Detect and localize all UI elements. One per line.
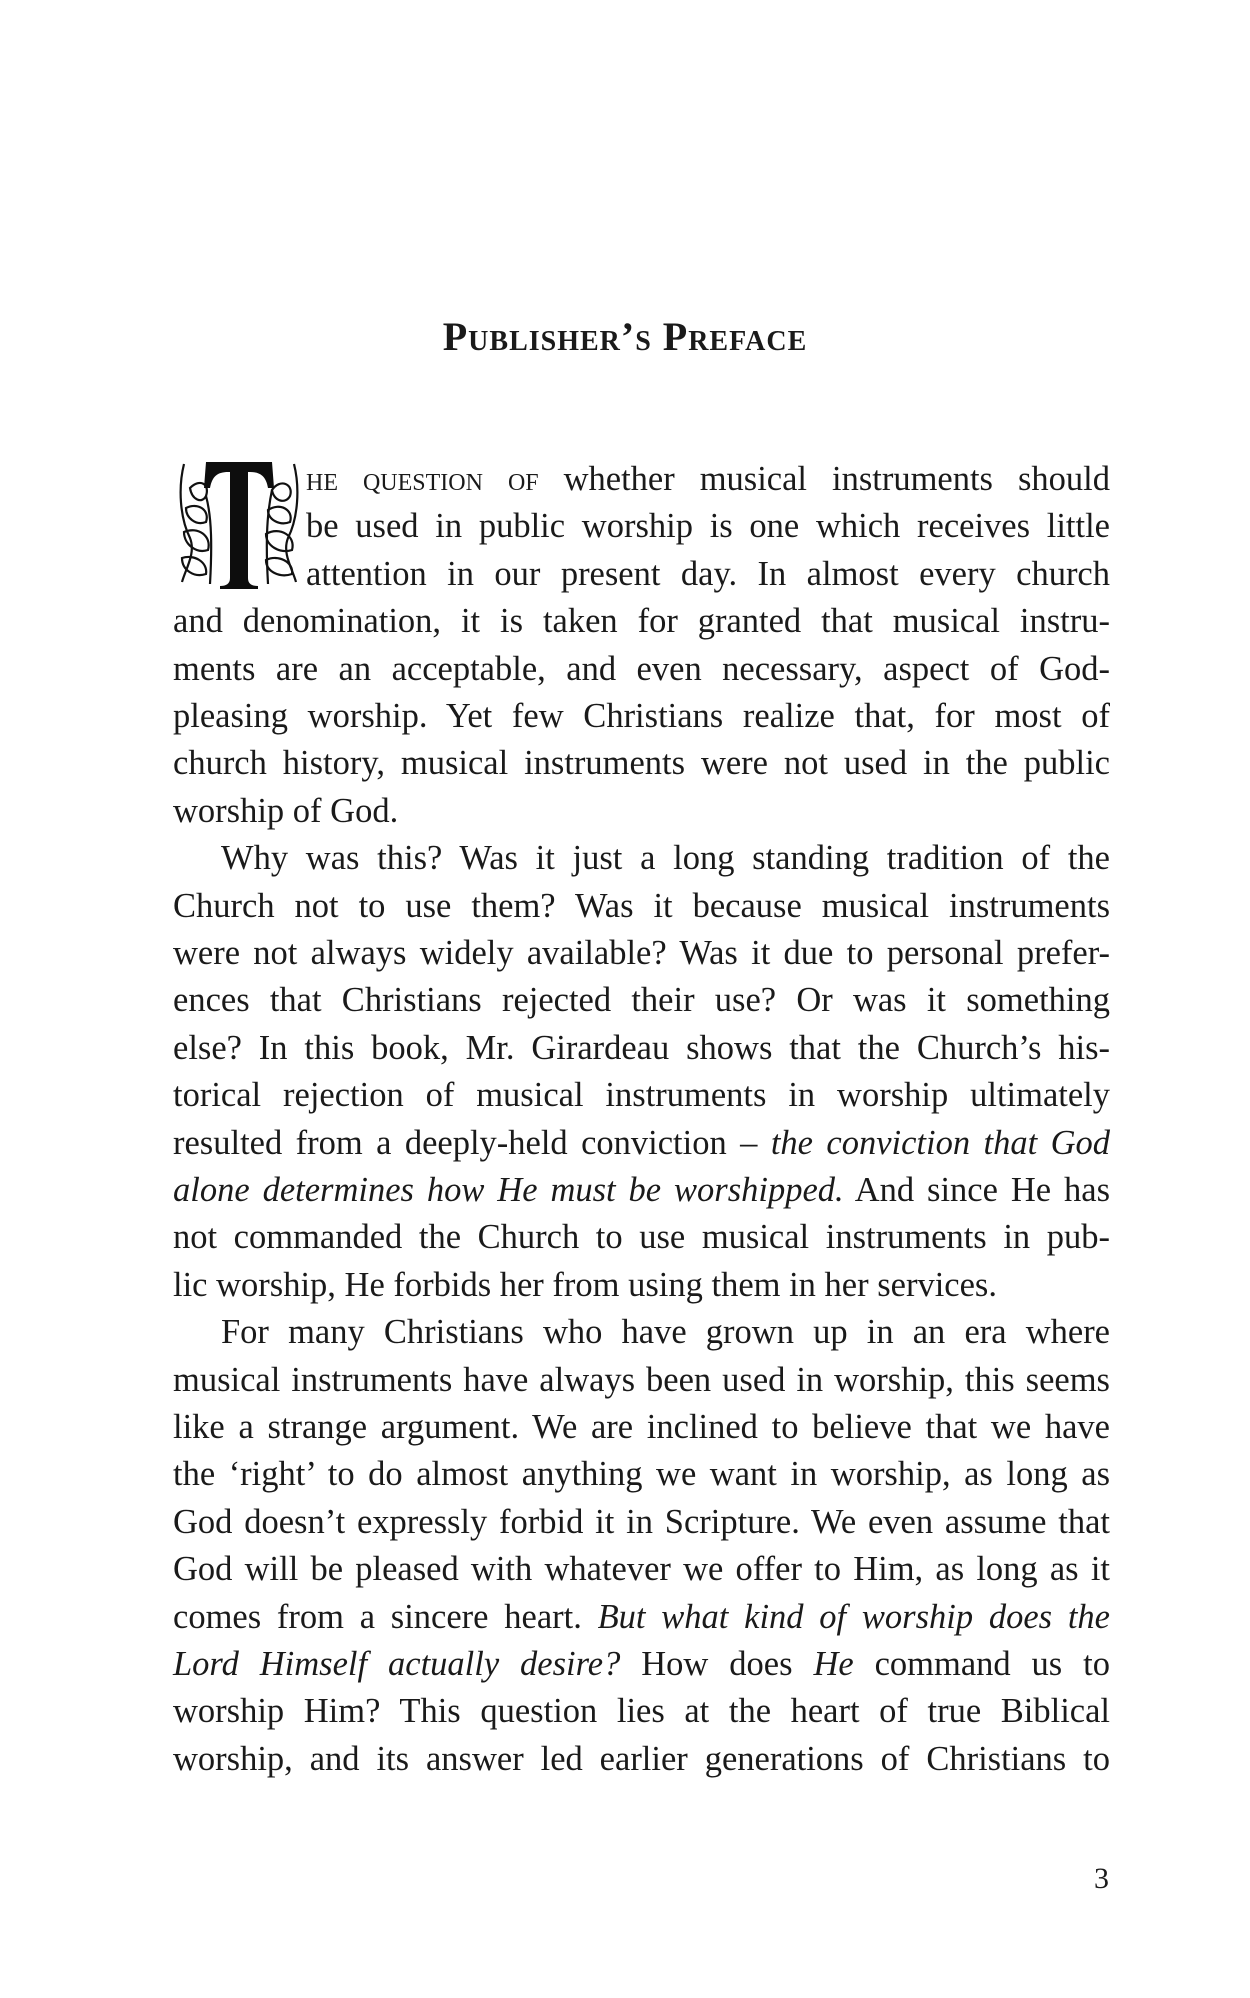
text-line bbox=[306, 456, 1110, 503]
text-segment: like a strange argument. We are inclined to believe that we have bbox=[173, 1408, 1110, 1446]
text-segment: command us to bbox=[853, 1645, 1110, 1683]
text-segment: and denomination, it is taken for granted that musical instru- bbox=[173, 602, 1110, 641]
text-segment: For many Christians who have grown up in an era where bbox=[221, 1313, 1110, 1352]
text-line bbox=[173, 883, 1110, 930]
page-title: Publisher’s Preface bbox=[442, 313, 808, 359]
text-line bbox=[173, 1025, 1110, 1072]
text-line bbox=[173, 1262, 1110, 1309]
text-line bbox=[221, 1309, 1110, 1356]
text-segment: musical instruments have always been used in worship, this seems bbox=[173, 1360, 1110, 1399]
text-line bbox=[173, 977, 1110, 1024]
text-segment: Church not to use them? Was it because musical instruments bbox=[173, 886, 1110, 925]
text-line bbox=[306, 551, 1110, 598]
text-segment: not commanded the Church to use musical instruments in pub- bbox=[173, 1218, 1110, 1257]
text-segment: were not always widely available? Was it due to personal prefer- bbox=[173, 934, 1110, 972]
italic-text: He bbox=[813, 1645, 854, 1683]
page-number: 3 bbox=[1094, 1862, 1109, 1895]
italic-text: the conviction that God bbox=[770, 1123, 1110, 1162]
text-line bbox=[173, 1736, 1110, 1783]
text-line bbox=[173, 788, 1110, 835]
text-segment: ments are an acceptable, and even necessary, aspect of God- bbox=[173, 649, 1110, 688]
text-line bbox=[173, 1594, 1110, 1641]
text-line bbox=[221, 835, 1110, 882]
text-line bbox=[173, 930, 1110, 977]
italic-text: Lord Himself actually desire? bbox=[173, 1645, 621, 1683]
text-segment: torical rejection of musical instruments in worship ultimately bbox=[173, 1076, 1110, 1115]
text-segment: And since He has bbox=[843, 1171, 1110, 1209]
text-segment: worship, and its answer led earlier generations of Christians to bbox=[173, 1739, 1110, 1778]
text-segment: worship of God. bbox=[173, 791, 399, 830]
text-segment: resulted from a deeply-held conviction – bbox=[173, 1123, 771, 1162]
text-line bbox=[173, 646, 1110, 693]
text-segment: the ‘right’ to do almost anything we want in worship, as long as bbox=[173, 1455, 1110, 1494]
text-segment: God doesn’t expressly forbid it in Scripture. We even assume that bbox=[173, 1502, 1110, 1541]
text-line bbox=[173, 1688, 1110, 1735]
text-segment: God will be pleased with whatever we offer to Him, as long as it bbox=[173, 1550, 1110, 1589]
text-segment: attention in our present day. In almost every church bbox=[306, 554, 1110, 593]
text-segment: pleasing worship. Yet few Christians realize that, for most of bbox=[173, 697, 1110, 735]
text-segment: worship Him? This question lies at the heart of true Biblical bbox=[173, 1692, 1110, 1731]
text-line bbox=[173, 1641, 1110, 1688]
text-line bbox=[306, 503, 1110, 550]
text-line bbox=[173, 1404, 1110, 1451]
text-line bbox=[173, 1167, 1110, 1214]
text-line bbox=[173, 1120, 1110, 1167]
text-line bbox=[173, 1214, 1110, 1261]
text-line bbox=[173, 693, 1110, 740]
text-line bbox=[173, 1357, 1110, 1404]
italic-text: alone determines how He must be worshipped. bbox=[173, 1171, 844, 1209]
text-line bbox=[173, 1546, 1110, 1593]
text-segment: whether musical instruments should bbox=[538, 460, 1110, 498]
text-segment: lic worship, He forbids her from using them in her services. bbox=[173, 1265, 997, 1304]
text-line bbox=[173, 598, 1110, 645]
text-segment: Why was this? Was it just a long standing tradition of the bbox=[221, 839, 1110, 878]
small-caps-text: he question of bbox=[306, 460, 539, 498]
text-line bbox=[173, 1451, 1110, 1498]
text-segment: church history, musical instruments were not used in the public bbox=[173, 744, 1110, 783]
italic-text: But what kind of worship does the bbox=[597, 1597, 1110, 1636]
text-line bbox=[173, 1499, 1110, 1546]
text-segment: comes from a sincere heart. bbox=[173, 1597, 598, 1636]
text-line bbox=[173, 740, 1110, 787]
text-line bbox=[173, 1072, 1110, 1119]
ornamental-drop-cap-icon bbox=[176, 458, 302, 590]
text-segment: ences that Christians rejected their use? Or was it something bbox=[173, 981, 1110, 1020]
text-segment: How does bbox=[620, 1645, 814, 1683]
text-segment: else? In this book, Mr. Girardeau shows that the Church’s his- bbox=[173, 1028, 1110, 1067]
text-segment: be used in public worship is one which receives little bbox=[306, 507, 1110, 546]
